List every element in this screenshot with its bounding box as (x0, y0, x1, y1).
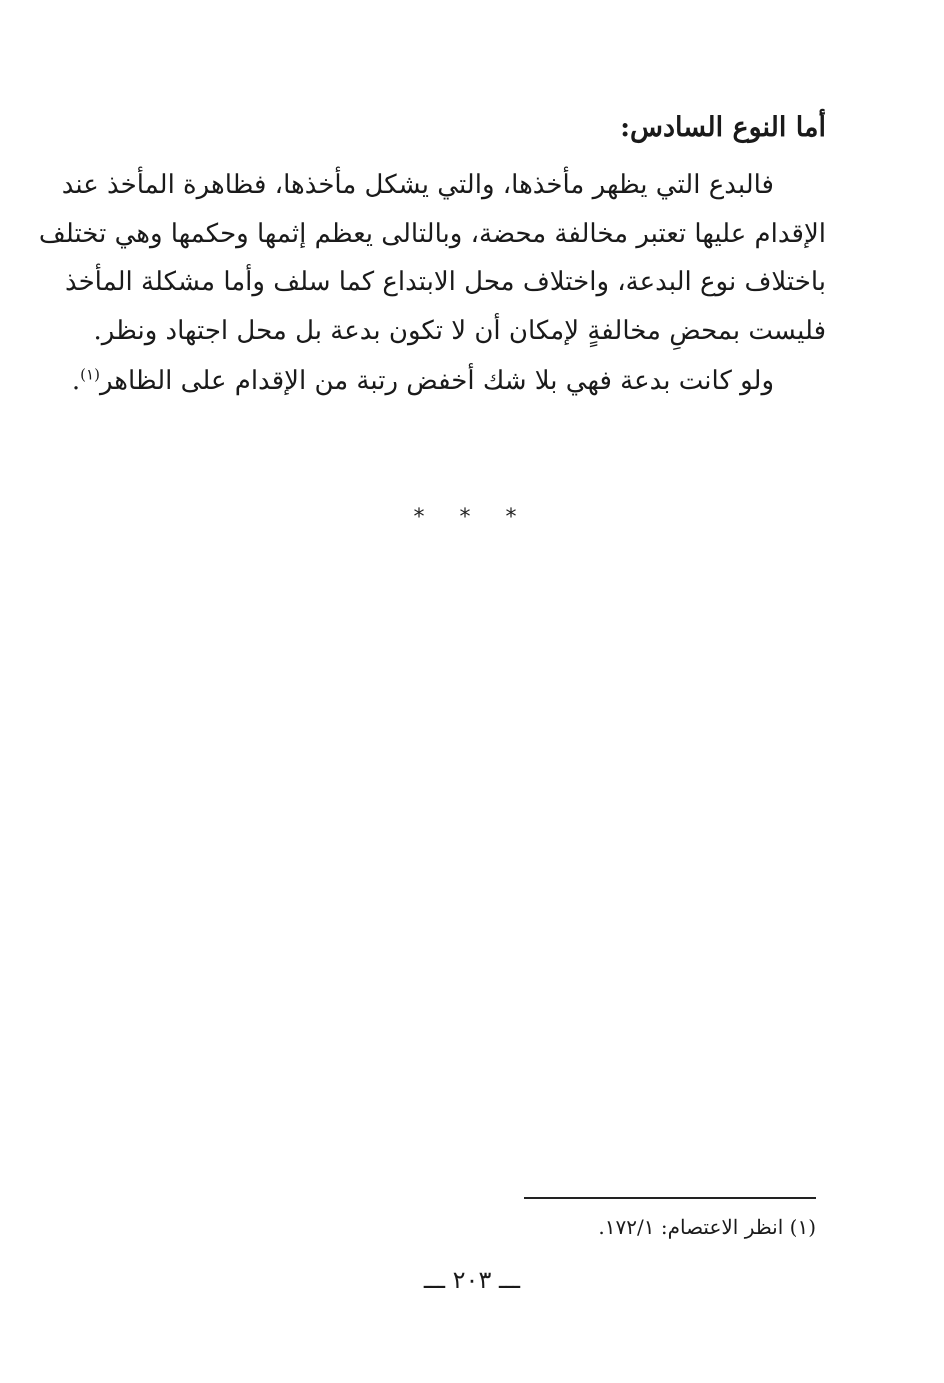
paragraph-second-end: . (71, 366, 81, 396)
footnote-divider (524, 1197, 816, 1199)
section-heading: أما النوع السادس: (620, 112, 826, 143)
paragraph-line: باختلاف نوع البدعة، واختلاف محل الابتداع كما سلف وأما مشكلة المأخذ (64, 267, 826, 297)
paragraph-line: الإقدام عليها تعتبر مخالفة محضة، وبالتالى يعظم إثمها وحكمها وهي تختلف (38, 219, 826, 249)
footnote-marker: (١) (80, 365, 100, 384)
paragraph-second (72, 366, 774, 396)
section-separator: * * * (413, 505, 531, 530)
footnote-text: (١) انظر الاعتصام: ١٧٢/١. (598, 1215, 816, 1239)
paragraph-second-text: ولو كانت بدعة فهي بلا شك أخفض رتبة من الإقدام على الظاهر (99, 366, 774, 396)
page-number: ـــ ٢٠٣ ـــ (423, 1266, 521, 1294)
paragraph-line: فالبدع التي يظهر مأخذها، والتي يشكل مأخذها، فظاهرة المأخذ عند (61, 170, 774, 200)
paragraph-line: فليست بمحضِ مخالفةٍ لإمكان أن لا تكون بدعة بل محل اجتهاد ونظر. (93, 316, 826, 346)
